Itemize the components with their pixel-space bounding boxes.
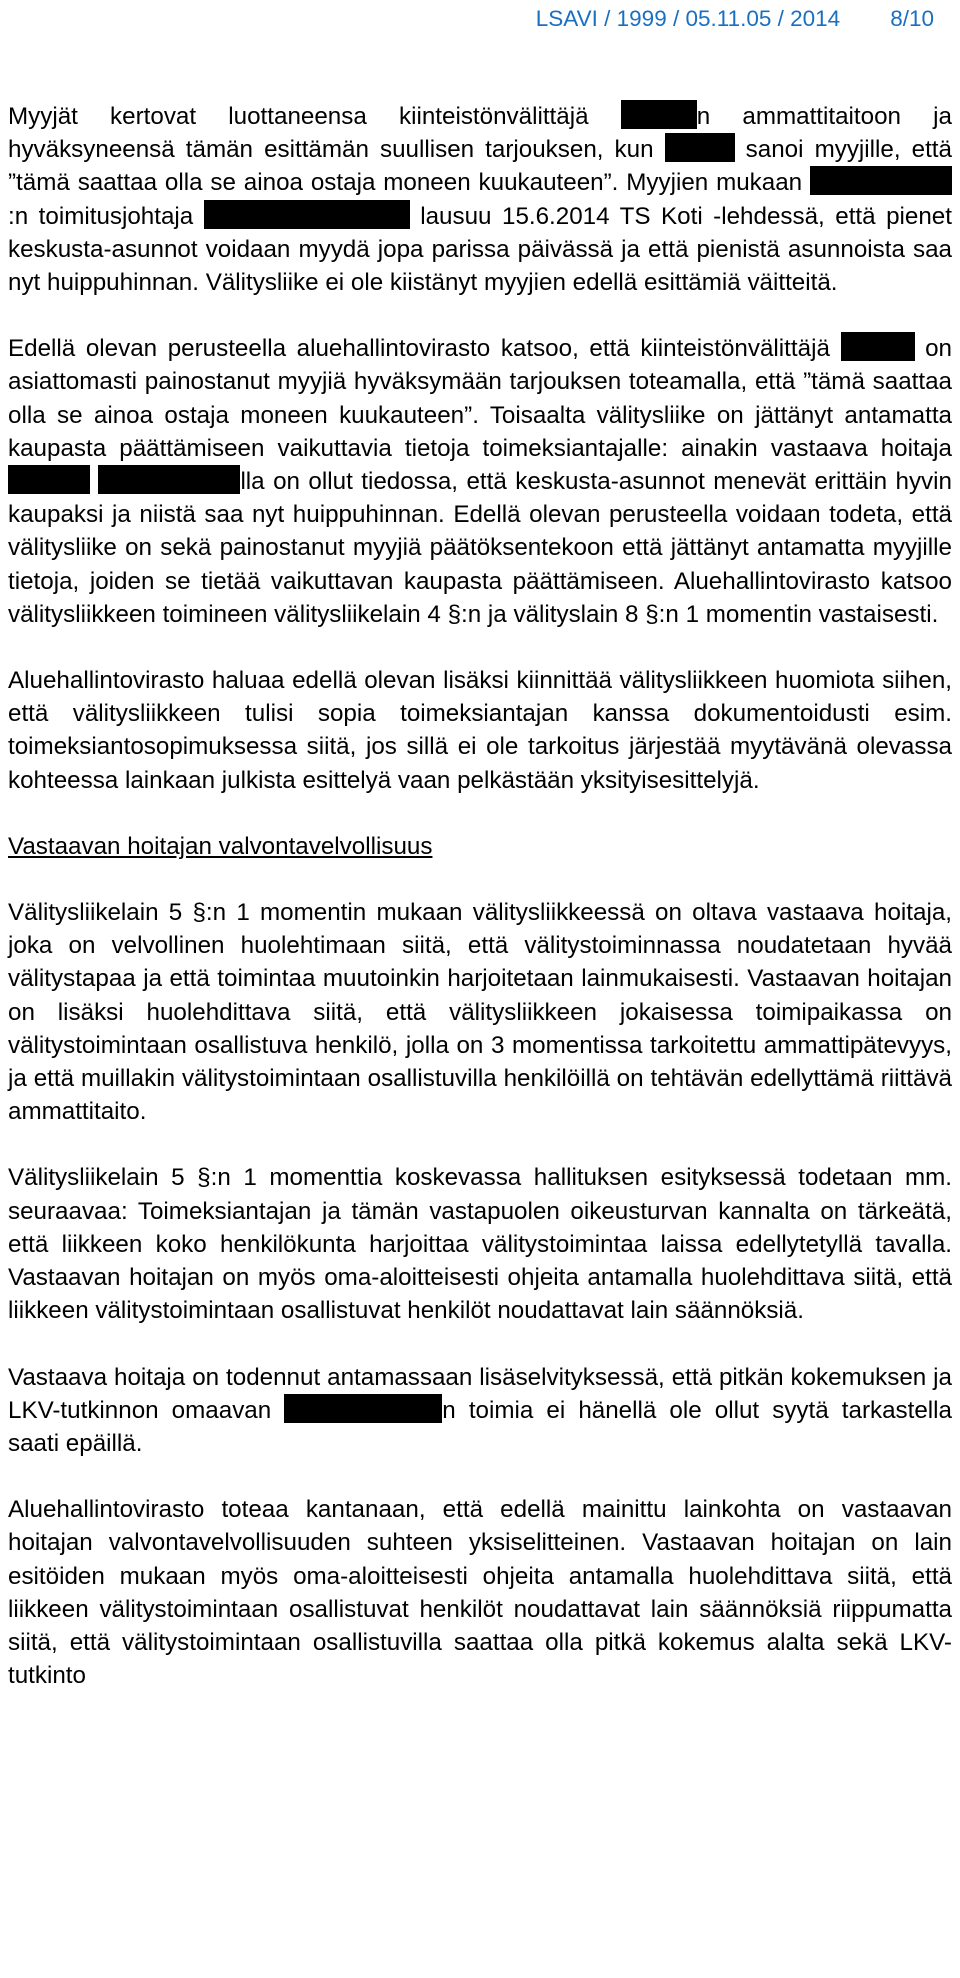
text-span: n toimia ei hänellä ole ollut syytä tarkastella saati epäillä. <box>8 1396 953 1457</box>
document-body <box>8 100 952 1725</box>
paragraph-seller-statement <box>8 100 952 299</box>
redaction-block <box>204 200 410 229</box>
redaction-block <box>8 465 90 494</box>
redaction-block <box>621 100 697 129</box>
paragraph-agency-assessment <box>8 332 952 631</box>
redaction-block <box>841 332 915 361</box>
text-span: :n toimitusjohtaja <box>8 202 204 230</box>
paragraph-government-proposal: Välitysliikelain 5 §:n 1 momenttia koskevassa hallituksen esityksessä todetaan mm. seuraavaa: Toimeksiantajan ja tämän vastapuolen oikeusturvan kannalta on tärkeätä, että liikkeen koko henkilökunta harjoittaa välitystoimintaa laissa edellytetyllä tavalla. Vastaavan hoitajan on myös oma-aloitteisesti ohjeita antamalla huolehdittava siitä, että liikkeen välitystoimintaan osallistuvat henkilöt noudattavat lain säännöksiä. <box>8 1164 952 1325</box>
redaction-block <box>810 166 952 195</box>
text-span: Myyjät kertovat luottaneensa kiinteistönvälittäjä <box>8 103 621 130</box>
paragraph-agency-conclusion: Aluehallintovirasto toteaa kantanaan, että edellä mainittu lainkohta on vastaavan hoitajan valvontavelvollisuuden suhteen yksiselitteinen. Vastaavan hoitajan on lain esitöiden mukaan myös oma-aloitteisesti ohjeita antamalla huolehdittava siitä, että liikkeen välitystoimintaan osallistuvat henkilöt noudattavat lain säännöksiä riippumatta siitä, että välitystoimintaan osallistuvilla saattaa olla pitkä kokemus alalta sekä LKV-tutkinto <box>8 1496 952 1690</box>
paragraph-manager-statement <box>8 1361 952 1461</box>
text-span: on asiattomasti painostanut myyjiä hyväksymään tarjouksen toteamalla, että ”tämä saattaa olla se ainoa ostaja moneen kuukauteen”. Toisaalta välitysliike on jättänyt antamatta kaupasta päättämiseen vaikuttavia tietoja toimeksiantajalle: ainakin vastaava hoitaja <box>8 335 952 462</box>
document-reference: LSAVI / 1999 / 05.11.05 / 2014 <box>535 6 841 31</box>
text-span: lausuu 15.6.2014 TS Koti -lehdessä, että pienet keskusta-asunnot voidaan myydä jopa parissa päivässä ja että pienistä asunnoista saa nyt huippuhinnan. Välitysliike ei ole kiistänyt myyjien edellä esittämiä väitteitä. <box>8 202 952 297</box>
paragraph-law-section: Välitysliikelain 5 §:n 1 momentin mukaan välitysliikkeessä on oltava vastaava hoitaja, joka on velvollinen huolehtimaan siitä, että välitystoiminnassa noudatetaan hyvää välitystapaa ja että toimintaa muutoinkin harjoitetaan lainmukaisesti. Vastaavan hoitajan on lisäksi huolehdittava siitä, että välitysliikkeen jokaisessa toimipaikassa on välitystoimintaan osallistuva henkilö, jolla on 3 momentissa tarkoitettu ammattipätevyys, ja että muillakin välitystoimintaan osallistuvilla henkilöillä on tehtävän edellyttämä riittävä ammattitaito. <box>8 899 952 1126</box>
text-span: Edellä olevan perusteella aluehallintovirasto katsoo, että kiinteistönvälittäjä <box>8 335 841 363</box>
redaction-block <box>284 1394 442 1423</box>
section-heading: Vastaavan hoitajan valvontavelvollisuus <box>8 832 433 860</box>
text-span: n ammattitaitoon ja hyväksyneensä tämän esittämän suullisen tarjouksen, kun <box>8 103 953 164</box>
page-header <box>536 4 934 34</box>
paragraph-additional-note: Aluehallintovirasto haluaa edellä olevan lisäksi kiinnittää välitysliikkeen huomiota siihen, että välitysliikkeen tulisi sopia toimeksiantajan kanssa dokumentoidusti esim. toimeksiantosopimuksessa siitä, jos sillä ei ole tarkoitus järjestää myytävänä olevassa kohteessa lainkaan julkista esittelyä vaan pelkästään yksityisesittelyjä. <box>8 667 952 794</box>
text-span: sanoi myyjille, että ”tämä saattaa olla se ainoa ostaja moneen kuukauteen”. Myyjien mukaan <box>8 136 952 197</box>
redaction-block <box>665 133 735 162</box>
page-number: 8/10 <box>890 6 934 31</box>
text-span: Vastaava hoitaja on todennut antamassaan lisäselvityksessä, että pitkän kokemuksen ja LKV-tutkinnon omaavan <box>8 1363 952 1424</box>
redaction-block <box>98 465 240 494</box>
text-span: lla on ollut tiedossa, että keskusta-asunnot menevät erittäin hyvin kaupaksi ja niistä saa nyt huippuhinnan. Edellä olevan perusteella voidaan todeta, että välitysliike on sekä painostanut myyjiä päätöksentekoon että jättänyt antamatta myyjille tietoja, joiden se tietää vaikuttavan kaupasta päättämiseen. Aluehallintovirasto katsoo välitysliikkeen toimineen välitysliikelain 4 §:n ja välityslain 8 §:n 1 momentin vastaisesti. <box>8 468 952 628</box>
